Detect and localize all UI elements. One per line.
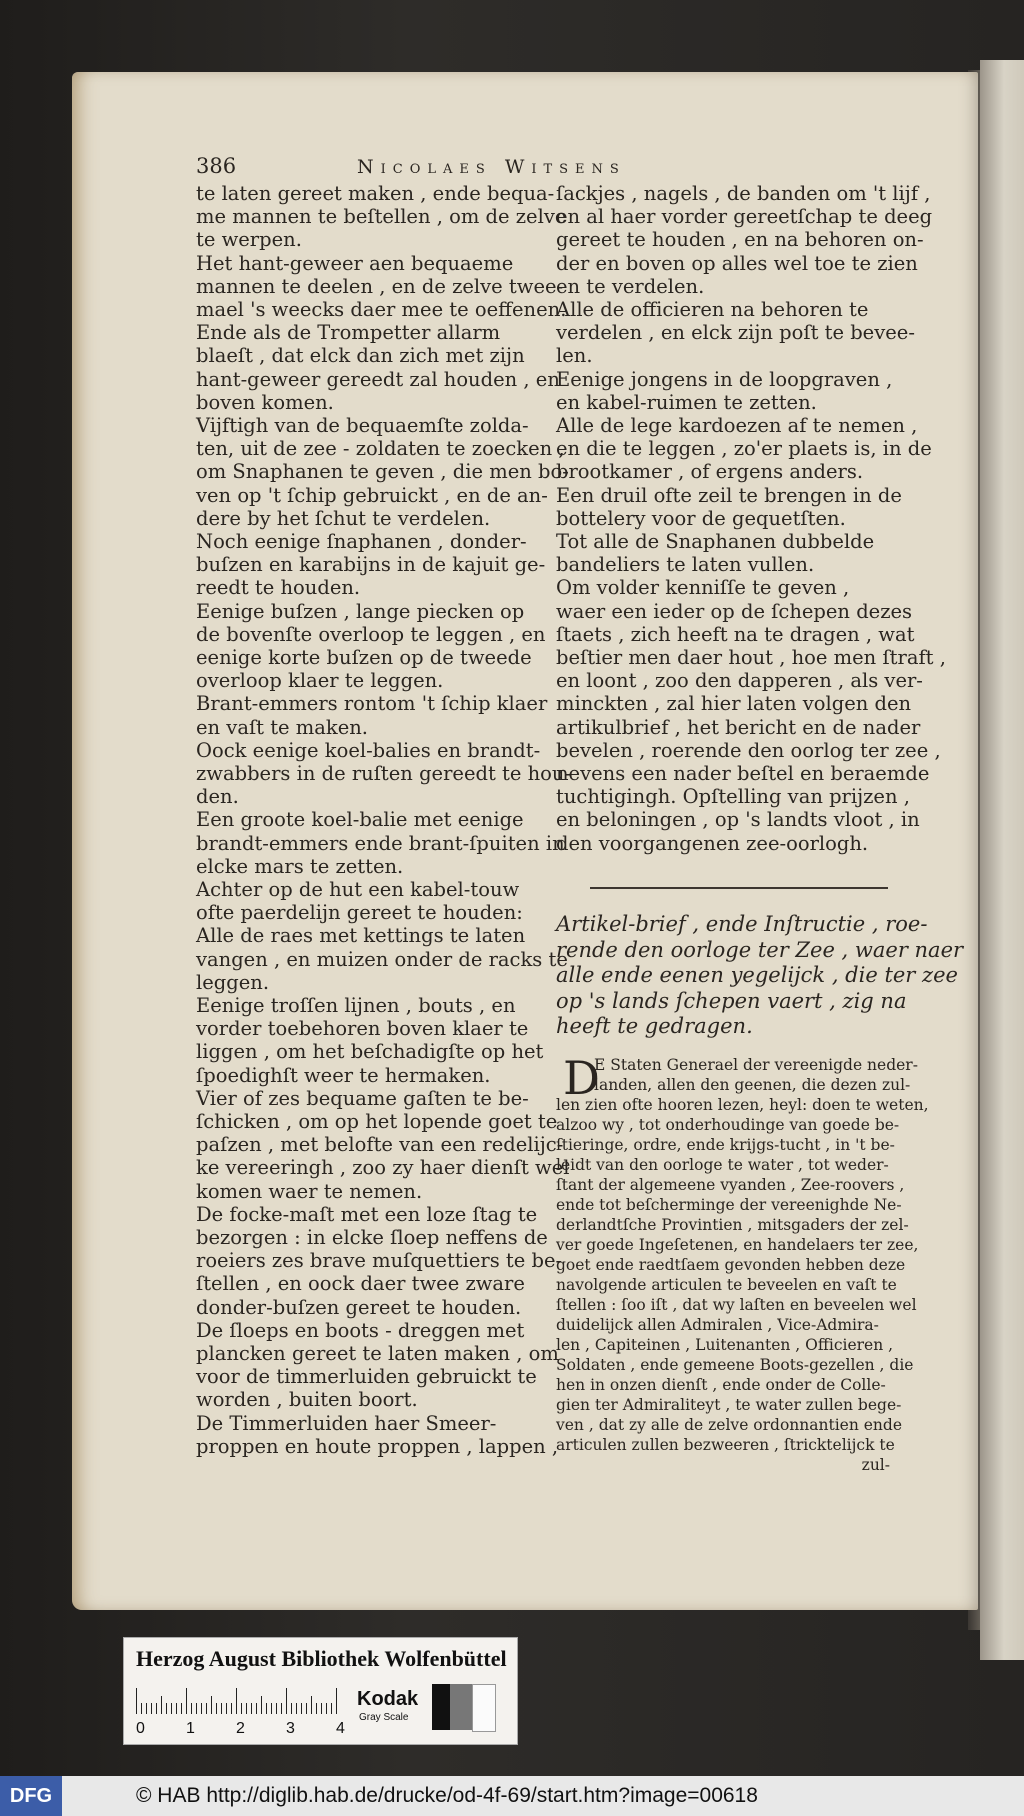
text-line: donder-buſzen gereet te houden. (196, 1295, 522, 1319)
text-line: en die te leggen , zo'er plaets is, in de (556, 437, 932, 461)
text-line: paſzen , met belofte van een redelijc- (196, 1133, 564, 1157)
ruler-tick (221, 1703, 222, 1714)
color-calibration-card (123, 1637, 518, 1745)
text-line: bevelen , roerende den oorlog ter zee , (556, 738, 941, 762)
ruler-tick (316, 1703, 317, 1714)
text-line: bandeliers te laten vullen. (556, 553, 815, 577)
text-line: Alle de lege kardoezen af te nemen , (556, 414, 918, 437)
text-line: Soldaten , ende gemeene Boots-gezellen , die (556, 1356, 914, 1374)
text-line: roeiers zes brave muſquettiers te be- (196, 1249, 563, 1273)
text-line: den voorgangenen zee-oorlogh. (556, 831, 869, 855)
ruler-tick (321, 1703, 322, 1714)
text-line: hen in onzen dienſt , ende onder de Colle- (556, 1376, 886, 1394)
text-line: derlandtſche Provintien , mitsgaders der zel- (556, 1216, 909, 1234)
ruler-tick (246, 1703, 247, 1714)
text-line: Achter op de hut een kabel-touw (196, 878, 520, 901)
card-title: Herzog August Bibliothek Wolfenbüttel (136, 1646, 507, 1671)
ruler-tick (311, 1696, 312, 1714)
ruler-number: 3 (286, 1720, 295, 1737)
ruler-tick (226, 1703, 227, 1714)
text-line: vorder toebehoren boven klaer te (196, 1017, 529, 1041)
ordinance-text (556, 1056, 929, 1478)
text-line: op 's lands ſchepen vaert , zig na (556, 988, 907, 1013)
text-line: mannen te deelen , en de zelve twee- (196, 274, 564, 298)
text-line: Artikel-brief , ende Inſtructie , roe- (556, 912, 928, 936)
ruler-tick (161, 1696, 162, 1714)
text-line: worden , buiten boort. (196, 1388, 418, 1412)
text-line: me mannen te beſtellen , om de zelve (196, 205, 567, 229)
ruler-tick (191, 1703, 192, 1714)
text-line: mael 's weecks daer mee te oeffenen. (196, 298, 567, 321)
text-line: De Timmerluiden haer Smeer- (196, 1411, 497, 1435)
text-line: articulen zullen bezweeren , ſtricktelijck te (556, 1436, 895, 1454)
ruler-number: 0 (136, 1720, 145, 1737)
text-line: ſtellen , en oock daer twee zware (196, 1272, 525, 1296)
text-line: liggen , om het beſchadigſte op het (196, 1040, 544, 1064)
kodak-logo: Kodak (357, 1688, 419, 1710)
text-line: en beloningen , op 's landts vloot , in (556, 808, 920, 832)
ruler-tick (251, 1703, 252, 1714)
text-line: buſzen en karabijns in de kajuit ge- (196, 553, 546, 577)
ruler-number: 2 (236, 1720, 245, 1737)
text-line: voor de timmerluiden gebruickt te (196, 1365, 537, 1389)
credit-link[interactable]: © HAB http://diglib.hab.de/drucke/od-4f-69/start.htm?image=00618 (136, 1784, 758, 1807)
text-line: Brant-emmers rontom 't ſchip klaer (196, 692, 548, 716)
ruler-tick (151, 1703, 152, 1714)
text-line: minckten , zal hier laten volgen den (556, 692, 912, 716)
text-line: ſpoedighſt weer te hermaken. (196, 1063, 491, 1087)
text-line: ven op 't ſchip gebruickt , en de an- (196, 483, 548, 507)
text-line: ſtaets , zich heeft na te dragen , wat (556, 622, 915, 646)
ruler-tick (326, 1703, 327, 1714)
text-line: landen, allen den geenen, die dezen zul- (594, 1076, 911, 1094)
text-line: Eenige troſſen lijnen , bouts , en (196, 994, 516, 1017)
text-line: duidelijck allen Admiralen , Vice-Admira- (556, 1316, 879, 1334)
ruler-tick (231, 1703, 232, 1714)
ruler-tick (241, 1703, 242, 1714)
ruler-tick (271, 1703, 272, 1714)
text-line: bezorgen : in elcke ſloep neffens de (196, 1226, 548, 1249)
text-line: zwabbers in de ruſten gereedt te hou- (196, 762, 572, 785)
text-line: len , Capiteinen , Luitenanten , Officieren , (556, 1336, 894, 1354)
ruler-number: 1 (186, 1720, 195, 1737)
text-line: en al haer vorder gereetſchap te deeg (556, 205, 933, 229)
left-column (196, 182, 572, 1504)
text-line: Het hant-geweer aen bequaeme (196, 251, 514, 275)
drop-capital: D (563, 1051, 600, 1105)
text-line: Tot alle de Snaphanen dubbelde (556, 530, 875, 553)
text-line: plancken gereet te laten maken , om (196, 1342, 559, 1365)
text-line: de bovenſte overloop te leggen , en (196, 622, 546, 646)
text-line: en te verdelen. (556, 274, 705, 298)
text-line: om Snaphanen te geven , die men bo- (196, 460, 569, 484)
text-line: boven komen. (196, 390, 334, 414)
text-line: ven , dat zy alle de zelve ordonnantien ende (556, 1416, 902, 1434)
text-line: vangen , en muizen onder de racks te (196, 947, 568, 971)
ruler-tick (331, 1703, 332, 1714)
grey-patch-black (432, 1684, 450, 1730)
ruler-tick (136, 1688, 137, 1714)
ruler-number: 4 (336, 1720, 345, 1737)
text-line: ofte paerdelijn gereet te houden: (196, 901, 523, 925)
text-line: navolgende articulen te beveelen en vaſt te (556, 1276, 897, 1294)
text-line: reedt te houden. (196, 576, 361, 600)
text-line: den. (196, 785, 239, 809)
text-line: gien ter Admiraliteyt , te water zullen bege- (556, 1396, 902, 1414)
text-line: ten, uit de zee - zoldaten te zoecken , (196, 437, 565, 461)
ruler-tick (171, 1703, 172, 1714)
ruler-tick (276, 1703, 277, 1714)
text-line: der en boven op alles wel toe te zien (556, 251, 918, 275)
text-line: Eenige buſzen , lange piecken op (196, 599, 525, 623)
ruler-tick (261, 1696, 262, 1714)
ruler-tick (306, 1703, 307, 1714)
text-line: De ſloeps en boots - dreggen met (196, 1318, 525, 1342)
text-line: en kabel-ruimen te zetten. (556, 390, 817, 414)
ruler-tick (291, 1703, 292, 1714)
text-line: Vier of zes bequame gaſten te be- (196, 1086, 529, 1110)
text-line: elcke mars te zetten. (196, 854, 404, 878)
text-line: De focke-maſt met een loze ſtag te (196, 1202, 538, 1226)
text-line: rende den oorloge ter Zee , waer naer (556, 937, 964, 962)
text-line: Om volder kenniſſe te geven , (556, 576, 850, 600)
dfg-logo: DFG (0, 1776, 62, 1816)
text-line: goet ende raedtſaem gevonden hebben deze (556, 1256, 906, 1274)
text-line: eenige korte buſzen op de tweede (196, 646, 532, 669)
adjacent-page-edge (980, 60, 1024, 1660)
text-line: Ende als de Trompetter allarm (196, 321, 501, 345)
text-line: Een groote koel-balie met eenige (196, 808, 524, 832)
ruler-tick (296, 1703, 297, 1714)
ruler-tick (176, 1703, 177, 1714)
text-line: te werpen. (196, 228, 302, 252)
ruler-tick (266, 1703, 267, 1714)
text-line: waer een ieder op de ſchepen dezes (556, 599, 913, 623)
text-line: ſtieringe, ordre, ende krijgs-tucht , in 't be- (556, 1136, 895, 1154)
article-title (556, 912, 964, 1044)
ruler-tick (201, 1703, 202, 1714)
ruler-tick (336, 1688, 337, 1714)
ruler-tick (206, 1703, 207, 1714)
text-line: Alle de officieren na behoren te (556, 298, 869, 321)
ruler-tick (236, 1688, 237, 1714)
text-line: ver goede Ingeſetenen, en handelaers ter zee, (556, 1236, 919, 1254)
text-line: leidt van den oorloge te water , tot weder- (556, 1156, 889, 1174)
ruler-tick (211, 1696, 212, 1714)
ruler-tick (146, 1703, 147, 1714)
text-line: len zien ofte hooren lezen, heyl: doen te weten, (556, 1096, 929, 1114)
ruler-tick (196, 1703, 197, 1714)
text-line: alle ende eenen yegelijck , die ter zee (556, 963, 958, 987)
text-line: brootkamer , of ergens anders. (556, 460, 864, 484)
text-line: Vijftigh van de bequaemſte zolda- (196, 414, 529, 437)
text-line: nevens een nader beſtel en beraemde (556, 762, 930, 785)
text-line: tuchtigingh. Opſtelling van prijzen , (556, 785, 910, 809)
text-line: hant-geweer gereedt zal houden , en (196, 367, 560, 391)
kodak-subtitle: Gray Scale (359, 1712, 409, 1723)
text-line: ſtellen : ſoo iſt , dat wy laſten en beveelen wel (556, 1296, 917, 1314)
grey-patch-mid (450, 1684, 472, 1730)
text-line: overloop klaer te leggen. (196, 669, 444, 693)
ruler-tick (166, 1703, 167, 1714)
ruler-tick (281, 1703, 282, 1714)
text-line: gereet te houden , en na behoren on- (556, 228, 924, 252)
ruler-tick (216, 1703, 217, 1714)
ruler-tick (181, 1703, 182, 1714)
scale-ruler (136, 1686, 346, 1714)
text-line: dere by het ſchut te verdelen. (196, 506, 491, 530)
ruler-tick (286, 1688, 287, 1714)
text-line: Alle de raes met kettings te laten (196, 924, 526, 948)
running-head: Nicolaes Witsens (357, 156, 626, 178)
ruler-tick (256, 1703, 257, 1714)
text-line: Oock eenige koel-balies en brandt- (196, 738, 541, 762)
text-line: ke vereeringh , zoo zy haer dienſt wel (196, 1156, 570, 1180)
ruler-tick (186, 1688, 187, 1714)
text-line: en vaſt te maken. (196, 715, 368, 739)
text-line: Eenige jongens in de loopgraven , (556, 367, 893, 391)
text-line: Een druil ofte zeil te brengen in de (556, 483, 902, 507)
text-line: ſtant der algemeene vyanden , Zee-roovers , (556, 1176, 905, 1194)
text-line: leggen. (196, 970, 270, 994)
text-line: ſackjes , nagels , de banden om 't lijf , (556, 182, 931, 205)
text-line: brandt-emmers ende brant-ſpuiten in (196, 831, 565, 855)
grey-patch-white (472, 1684, 496, 1732)
ruler-tick (301, 1703, 302, 1714)
text-line: E Staten Generael der vereenigde neder- (594, 1056, 918, 1074)
text-line: ende tot beſcherminge der vereenighde Ne- (556, 1196, 902, 1214)
text-line: en loont , zoo den dapperen , als ver- (556, 669, 923, 693)
text-line: blaeſt , dat elck dan zich met zijn (196, 344, 525, 368)
ruler-tick (156, 1703, 157, 1714)
text-line: heeft te gedragen. (556, 1014, 753, 1038)
text-line: artikulbrief , het bericht en de nader (556, 715, 921, 739)
text-line: verdelen , en elck zijn poſt te bevee- (556, 321, 915, 345)
text-line: Noch eenige ſnaphanen , donder- (196, 530, 527, 553)
text-line: zul- (861, 1456, 890, 1474)
text-line: beſtier men daer hout , hoe men ſtraft , (556, 646, 946, 669)
text-line: te laten gereet maken , ende bequa- (196, 182, 555, 205)
text-line: komen waer te nemen. (196, 1179, 423, 1203)
text-line: ſchicken , om op het lopende goet te (196, 1110, 558, 1133)
text-line: len. (556, 344, 593, 368)
page-number: 386 (196, 154, 237, 178)
footer-bar (0, 1776, 1024, 1816)
text-line: proppen en houte proppen , lappen , (196, 1434, 559, 1458)
text-line: bottelery voor de gequetſten. (556, 506, 846, 530)
text-line: alzoo wy , tot onderhoudinge van goede be- (556, 1116, 900, 1134)
section-divider (590, 887, 888, 889)
ruler-tick (141, 1703, 142, 1714)
